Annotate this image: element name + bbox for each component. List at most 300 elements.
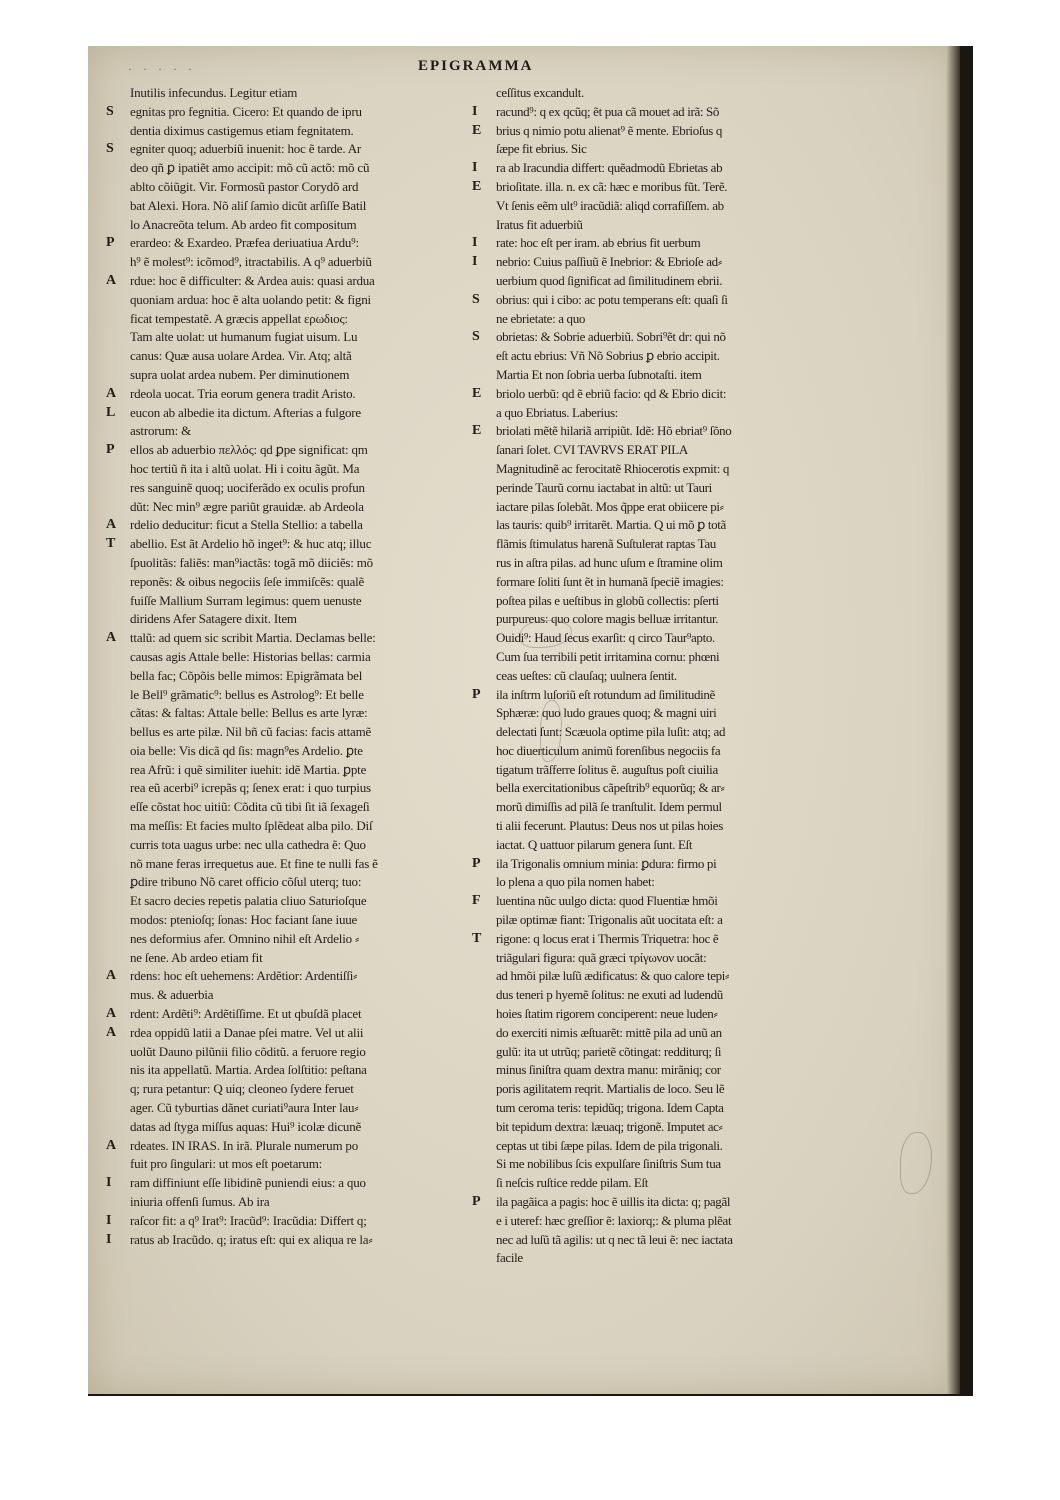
text-line — [106, 1043, 476, 1062]
line-text: briolo uerbũ: qd ẽ ebriũ facio: qd & Ebrio dicit: — [496, 385, 727, 401]
line-text: Si me nobilibus ſcis expulſare ſiniſtris Sum tua — [496, 1156, 721, 1172]
margin-initial — [106, 704, 130, 723]
line-text: ceſſitus excandult. — [496, 85, 584, 100]
text-line — [472, 516, 832, 535]
line-text: poſtea pilas e ueſtibus in globũ collectis: pſerti — [496, 592, 719, 608]
text-line — [472, 1212, 832, 1231]
margin-initial — [472, 1099, 496, 1118]
text-line — [106, 1024, 476, 1043]
margin-initial — [106, 366, 130, 385]
line-text: las tauris: quib⁹ irritarẽt. Martia. Q ui mõ ꝑ totã — [496, 517, 726, 533]
line-text: perinde Taurũ cornu iactabat in altũ: ut Tauri — [496, 479, 712, 495]
text-line — [472, 103, 832, 122]
margin-initial — [472, 610, 496, 629]
text-line — [472, 1118, 832, 1137]
line-text: ceptas ut tibi ſæpe pilas. Idem de pila trigonali. — [496, 1137, 723, 1153]
margin-initial: A — [106, 1024, 117, 1040]
text-line — [106, 441, 476, 460]
line-text: hoc diuerticulum animũ forenſibus negociis fa — [496, 742, 721, 758]
line-text: pilæ optimæ fiant: Trigonalis aũt uocitata eſt: a — [496, 912, 723, 928]
margin-initial — [472, 1080, 496, 1099]
line-text: iniuria offenſi ſumus. Ab ira — [130, 1194, 270, 1210]
margin-initial — [472, 1249, 496, 1268]
line-text: eſt actu ebrius: Vñ Nõ Sobrius ꝑ ebrio accipit. — [496, 348, 720, 364]
text-line — [106, 234, 476, 253]
line-text: cãtas: & faltas: Attale belle: Bellus es arte lyræ: — [130, 705, 368, 721]
running-head-ornament: · · · · · — [128, 62, 196, 76]
margin-initial — [106, 253, 130, 272]
line-text: abellio. Est ãt Ardelio hõ inget⁹: & huc atq; illuc — [130, 536, 372, 552]
text-line — [472, 779, 832, 798]
line-text: eucon ab albedie ita dictum. Afterias a fulgore — [130, 404, 362, 420]
margin-initial — [106, 592, 130, 611]
text-line — [106, 1118, 476, 1137]
margin-initial: E — [472, 385, 482, 401]
line-text: res sanguinẽ quoq; uociferãdo ex oculis profun — [130, 479, 365, 495]
margin-initial — [472, 1005, 496, 1024]
text-line — [472, 347, 832, 366]
line-text: Tam alte uolat: ut humanum fugiat uisum. Lu — [130, 329, 358, 345]
text-line — [472, 535, 832, 554]
margin-initial — [472, 84, 496, 103]
margin-initial — [106, 178, 130, 197]
text-line — [106, 328, 476, 347]
line-text: ficat tempestatẽ. A græcis appellat ερωδιος: — [130, 310, 348, 326]
line-text: rdelio deducitur: ficut a Stella Stellio: a tabella — [130, 517, 363, 533]
margin-initial: E — [472, 122, 482, 138]
margin-initial — [106, 779, 130, 798]
text-line — [472, 422, 832, 441]
text-line — [472, 1005, 832, 1024]
text-line — [472, 873, 832, 892]
line-text: poris agilitatem reqrit. Martialis de loco. Seu lẽ — [496, 1081, 725, 1097]
line-text: Ouidi⁹: Haud ſecus exarſit: q circo Taur⁹apto. — [496, 630, 715, 646]
text-line — [106, 949, 476, 968]
margin-initial: P — [106, 235, 115, 251]
line-text: mus. & aduerbia — [130, 987, 214, 1003]
margin-initial — [472, 648, 496, 667]
text-line — [472, 1231, 832, 1250]
margin-initial — [472, 347, 496, 366]
text-line — [472, 272, 832, 291]
line-text: ila pagãica a pagis: hoc ẽ uillis ita dicta: q; pagãl — [496, 1194, 731, 1210]
text-line — [106, 197, 476, 216]
line-text: purpureus: quo colore magis belluæ irritantur. — [496, 611, 719, 627]
margin-initial — [106, 1061, 130, 1080]
text-line — [472, 366, 832, 385]
margin-initial — [472, 949, 496, 968]
margin-initial — [106, 1099, 130, 1118]
text-line — [472, 1061, 832, 1080]
line-text: uerbium quod ſignificat ad ſimilitudinem ebrii. — [496, 272, 723, 288]
line-text: brius q nimio potu alienat⁹ ẽ mente. Ebrioſus q — [496, 122, 723, 138]
margin-initial — [106, 836, 130, 855]
line-text: delectati ſunt: Scæuola optime pila luſit: atq; ad — [496, 724, 726, 740]
line-text: ma meſſis: Et facies multo ſplẽdeat alba pilo. Diſ — [130, 818, 373, 834]
line-text: ellos ab aduerbio πελλός: qd ꝑpe significat: qm — [130, 442, 368, 458]
text-line — [472, 178, 832, 197]
line-text: briolati mẽtẽ hilariã arripiũt. Idẽ: Hõ ebriat⁹ ſõno — [496, 423, 732, 439]
line-text: minus ſiniſtra quam dextra manu: mirãniq; cor — [496, 1062, 721, 1078]
line-text: obrietas: & Sobrie aduerbiũ. Sobri⁹ẽt dr: qui nõ — [496, 329, 726, 345]
line-text: ablto cõiũgit. Vir. Formosũ pastor Corydõ ard — [130, 178, 359, 194]
text-line — [472, 479, 832, 498]
line-text: formare ſoliti ſunt ẽt in humanã ſpeciẽ imagies: — [496, 573, 724, 589]
text-line — [106, 1212, 476, 1231]
text-line — [472, 798, 832, 817]
line-text: ſanari ſolet. CVI TAVRVS ERAT PILA — [496, 442, 688, 458]
margin-initial — [472, 272, 496, 291]
margin-initial — [472, 460, 496, 479]
line-text: lo Anacreõta telum. Ab ardeo fit compositum — [130, 216, 357, 232]
line-text: rea Afrũ: i quẽ similiter iuehit: idẽ Martia. ꝑpte — [130, 761, 367, 777]
margin-initial — [106, 930, 130, 949]
text-line — [106, 798, 476, 817]
margin-initial: I — [472, 235, 478, 251]
margin-initial — [472, 667, 496, 686]
margin-initial — [472, 1043, 496, 1062]
line-text: Sphæræ: quo ludo graues quoq; & magni uiri — [496, 705, 717, 721]
margin-initial — [106, 498, 130, 517]
text-line — [106, 1174, 476, 1193]
margin-initial — [472, 479, 496, 498]
margin-initial: A — [106, 630, 117, 646]
text-line — [106, 836, 476, 855]
text-line — [472, 140, 832, 159]
line-text: luentina nũc uulgo dicta: quod Fluentiæ hmõi — [496, 893, 718, 909]
text-line — [472, 84, 832, 103]
margin-initial: I — [106, 1175, 112, 1191]
line-text: obrius: qui i cibo: ac potu temperans eſt: quaſi ſi — [496, 291, 728, 307]
text-line — [106, 535, 476, 554]
margin-initial: A — [106, 385, 117, 401]
text-line — [106, 84, 476, 103]
margin-initial — [106, 873, 130, 892]
margin-initial — [472, 1212, 496, 1231]
line-text: bella exercitationibus cãpeſtrib⁹ equorũq; & ar⸗ — [496, 780, 725, 796]
margin-initial: A — [106, 968, 117, 984]
text-line — [472, 723, 832, 742]
text-line — [472, 1249, 832, 1268]
line-text: ram diffiniunt eſſe libidinẽ puniendi eius: a quo — [130, 1175, 366, 1191]
margin-initial — [472, 629, 496, 648]
line-text: bat Alexi. Hora. Nõ aliſ ſamio dicũt arſiſſe Batil — [130, 197, 367, 213]
page-gutter — [946, 46, 960, 1394]
text-line — [472, 328, 832, 347]
text-line — [472, 704, 832, 723]
margin-initial — [106, 667, 130, 686]
line-text: h⁹ ẽ molest⁹: icõmod⁹, itractabilis. A q⁹ aduerbiũ — [130, 254, 372, 270]
margin-initial — [472, 1061, 496, 1080]
text-line — [106, 291, 476, 310]
margin-initial — [472, 554, 496, 573]
margin-initial — [472, 216, 496, 235]
margin-initial: S — [472, 291, 480, 307]
margin-initial — [106, 1043, 130, 1062]
text-line — [106, 253, 476, 272]
margin-initial — [472, 535, 496, 554]
margin-initial — [106, 422, 130, 441]
line-text: Iratus fit aduerbiũ — [496, 216, 583, 232]
line-text: ila Trigonalis omnium minia: ꝑdura: firmo pi — [496, 855, 717, 871]
left-column — [106, 84, 476, 1274]
margin-initial — [106, 1193, 130, 1212]
margin-initial: S — [472, 329, 480, 345]
margin-initial: P — [472, 1194, 481, 1210]
margin-initial: I — [472, 254, 478, 270]
text-line — [106, 1231, 476, 1250]
text-line — [472, 817, 832, 836]
margin-initial — [106, 84, 130, 103]
margin-initial — [472, 1174, 496, 1193]
text-line — [472, 460, 832, 479]
text-line — [472, 949, 832, 968]
margin-initial — [106, 573, 130, 592]
line-text: nebrio: Cuius paſſiuũ ẽ Inebrior: & Ebrioſe ad⸗ — [496, 254, 722, 270]
margin-initial: A — [106, 272, 117, 288]
line-text: rdent: Ardẽti⁹: Ardẽtiſſime. Et ut qbuſdã placet — [130, 1006, 362, 1022]
margin-initial: T — [472, 930, 482, 946]
line-text: dũt: Nec min⁹ ægre pariũt grauidæ. ab Ardeola — [130, 498, 364, 514]
margin-initial — [106, 949, 130, 968]
line-text: ager. Cũ tyburtias dãnet curiati⁹aura Inter lau⸗ — [130, 1100, 359, 1116]
text-line — [472, 742, 832, 761]
margin-initial — [472, 310, 496, 329]
line-text: Vt ſenis eẽm ult⁹ iracũdiã: aliqd corrafiſſem. ab — [496, 197, 724, 213]
text-line — [106, 686, 476, 705]
text-line — [472, 836, 832, 855]
margin-initial — [106, 1080, 130, 1099]
line-text: ratus ab Iracũdo. q; iratus eſt: qui ex aliqua re la⸗ — [130, 1231, 373, 1247]
text-line — [472, 1080, 832, 1099]
margin-initial — [106, 1118, 130, 1137]
text-line — [472, 986, 832, 1005]
margin-initial — [106, 723, 130, 742]
margin-initial — [472, 911, 496, 930]
line-text: do exerciti nimis æſtuarẽt: mittẽ pila ad unũ an — [496, 1024, 722, 1040]
margin-initial — [106, 686, 130, 705]
text-line — [106, 404, 476, 423]
margin-initial — [472, 967, 496, 986]
margin-initial — [106, 648, 130, 667]
margin-initial: S — [106, 103, 114, 119]
text-line — [106, 178, 476, 197]
line-text: ne ſene. Ab ardeo etiam fit — [130, 949, 263, 965]
margin-initial — [472, 404, 496, 423]
line-text: rigone: q locus erat i Thermis Triquetra: hoc ẽ — [496, 930, 719, 946]
margin-initial — [106, 742, 130, 761]
text-line — [472, 441, 832, 460]
text-line — [472, 122, 832, 141]
text-line — [472, 498, 832, 517]
text-line — [106, 629, 476, 648]
margin-initial — [472, 873, 496, 892]
text-line — [106, 892, 476, 911]
text-line — [106, 1099, 476, 1118]
line-text: eſſe cõstat hoc uitiũ: Cõdita cũ tibi ſit iã ſexageſi — [130, 799, 370, 815]
text-line — [106, 310, 476, 329]
margin-initial — [106, 347, 130, 366]
line-text: ra ab Iracundia differt: quẽadmodũ Ebrietas ab — [496, 160, 723, 176]
margin-initial — [472, 798, 496, 817]
line-text: iactare pilas ſolebãt. Mos q̃ppe erat obiicere pi⸗ — [496, 498, 724, 514]
right-column — [472, 84, 832, 1274]
line-text: deo qñ ꝑ ipatiẽt amo accipit: mõ cũ actõ: mõ cũ — [130, 160, 370, 176]
margin-initial — [472, 441, 496, 460]
line-text: ꝑdire tribuno Nõ caret officio cõſul uterq; tuo: — [130, 874, 362, 890]
line-text: raſcor fit: a q⁹ Irat⁹: Iracũd⁹: Iracũdia: Differt q; — [130, 1212, 367, 1228]
line-text: rdeates. IN IRAS. In irã. Plurale numerum po — [130, 1137, 359, 1153]
line-text: rdea oppidũ latii a Danae pſei matre. Vel ut alii — [130, 1024, 364, 1040]
line-text: rate: hoc eſt per iram. ab ebrius fit uerbum — [496, 235, 701, 251]
text-line — [472, 930, 832, 949]
margin-initial — [106, 197, 130, 216]
margin-initial — [106, 911, 130, 930]
margin-initial — [472, 573, 496, 592]
text-line — [106, 573, 476, 592]
margin-initial — [106, 328, 130, 347]
line-text: dentia diximus castigemus etiam fegnitatem. — [130, 122, 354, 138]
margin-initial: P — [106, 442, 115, 458]
text-line — [472, 1024, 832, 1043]
line-text: erardeo: & Exardeo. Præfea deriuatiua Ardu⁹: — [130, 235, 359, 251]
text-line — [106, 1155, 476, 1174]
line-text: le Bell⁹ grãmatic⁹: bellus es Astrolog⁹: Et belle — [130, 686, 364, 702]
line-text: tum ceroma teris: tepidũq; trigona. Idem Capta — [496, 1100, 724, 1116]
margin-initial — [472, 742, 496, 761]
text-line — [472, 554, 832, 573]
line-text: datas ad ſtyga miſſus aquas: Hui⁹ icolæ dicunẽ — [130, 1118, 362, 1134]
line-text: nis ita appellatũ. Martia. Ardea ſolſtitio: peſtana — [130, 1062, 367, 1078]
text-line — [472, 234, 832, 253]
margin-initial — [106, 310, 130, 329]
margin-initial — [472, 1118, 496, 1137]
text-line — [472, 761, 832, 780]
text-line — [472, 892, 832, 911]
line-text: facile — [496, 1250, 523, 1266]
margin-initial — [472, 817, 496, 836]
text-line — [106, 460, 476, 479]
margin-initial — [106, 122, 130, 141]
margin-initial — [472, 366, 496, 385]
line-text: ſpuolitãs: faliẽs: man⁹iactãs: togã mõ diiciẽs: mõ — [130, 554, 373, 570]
line-text: quoniam ardua: hoc ẽ alta uolando petit: & figni — [130, 291, 371, 307]
line-text: lo plena a quo pila nomen habet: — [496, 874, 655, 890]
margin-initial — [472, 498, 496, 517]
margin-initial — [472, 1231, 496, 1250]
line-text: diridens Afer Satagere dixit. Item — [130, 611, 297, 627]
text-line — [106, 516, 476, 535]
text-line — [472, 1043, 832, 1062]
margin-initial — [106, 817, 130, 836]
text-line — [106, 742, 476, 761]
text-line — [106, 667, 476, 686]
line-text: reponẽs: & oibus negociis ſeſe immiſcẽs: qualẽ — [130, 573, 365, 589]
margin-initial — [106, 554, 130, 573]
margin-initial — [106, 610, 130, 629]
line-text: ttalũ: ad quem sic scribit Martia. Declamas belle: — [130, 630, 376, 646]
margin-initial — [472, 836, 496, 855]
margin-initial — [106, 798, 130, 817]
margin-initial — [106, 892, 130, 911]
margin-initial: A — [106, 517, 117, 533]
text-line — [106, 855, 476, 874]
text-line — [472, 385, 832, 404]
text-line — [472, 1137, 832, 1156]
line-text: ti alii fecerunt. Plautus: Deus nos ut pilas hoies — [496, 818, 723, 834]
line-text: hoc tertiũ ñ ita i altũ uolat. Hi i coitu ãgũt. Ma — [130, 460, 360, 476]
text-line — [472, 159, 832, 178]
line-text: egniter quoq; aduerbiũ inuenit: hoc ẽ tarde. Ar — [130, 141, 362, 157]
text-line — [106, 610, 476, 629]
text-line — [106, 159, 476, 178]
text-line — [106, 1137, 476, 1156]
text-line — [106, 592, 476, 611]
margin-initial: E — [472, 423, 482, 439]
margin-initial: P — [472, 686, 481, 702]
line-text: ne ebrietate: a quo — [496, 310, 585, 326]
line-text: Inutilis infecundus. Legitur etiam — [130, 85, 298, 100]
margin-initial: T — [106, 536, 116, 552]
line-text: uolũt Dauno pilũnii filio cõditũ. a feruore regio — [130, 1043, 366, 1059]
line-text: fuiſſe Mallium Surram legimus: quem uenuste — [130, 592, 362, 608]
text-line — [472, 253, 832, 272]
text-line — [106, 723, 476, 742]
line-text: bit tepidum dextra: læuaq; trigonẽ. Imputet ac⸗ — [496, 1118, 723, 1134]
text-line — [472, 310, 832, 329]
margin-initial — [472, 1137, 496, 1156]
margin-initial — [472, 1024, 496, 1043]
text-line — [472, 1099, 832, 1118]
margin-initial — [472, 1155, 496, 1174]
text-line — [472, 197, 832, 216]
line-text: hoies ſtatim rigorem conciperent: neue luden⸗ — [496, 1006, 718, 1022]
text-line — [106, 498, 476, 517]
line-text: dus teneri p hyemẽ ſolitus: ne exuti ad ludendũ — [496, 987, 723, 1003]
line-text: Martia Et non ſobria uerba ſubnotaſti. item — [496, 366, 702, 382]
text-line — [106, 385, 476, 404]
line-text: triãgulari figura: quã græci τρίγωνον uocãt: — [496, 949, 707, 965]
text-line — [472, 667, 832, 686]
margin-initial — [472, 723, 496, 742]
line-text: nes deformius afer. Omnino nihil eſt Ardelio ⸗ — [130, 930, 360, 946]
line-text: causas agis Attale belle: Historias bellas: carmia — [130, 648, 371, 664]
line-text: brioſitate. illa. n. ex cã: hæc e moribus fũt. Terẽ. — [496, 178, 728, 194]
text-line — [472, 1193, 832, 1212]
margin-initial: I — [472, 103, 478, 119]
line-text: Et sacro decies repetis palatia cliuo Saturioſque — [130, 893, 367, 909]
line-text: supra uolat ardea nubem. Per diminutionem — [130, 366, 350, 382]
text-line — [106, 479, 476, 498]
text-line — [106, 1061, 476, 1080]
line-text: oia belle: Vis dicã qd ſis: magn⁹es Ardelio. ꝑte — [130, 742, 363, 758]
text-line — [106, 366, 476, 385]
margin-initial: F — [472, 893, 481, 909]
line-text: bellus es arte pilæ. Nil bñ cũ facias: facis attamẽ — [130, 724, 372, 740]
text-line — [106, 817, 476, 836]
line-text: ſæpe fit ebrius. Sic — [496, 141, 587, 157]
margin-initial: I — [106, 1231, 112, 1247]
margin-initial — [472, 197, 496, 216]
text-line — [106, 347, 476, 366]
line-text: ad hmõi pilæ luſũ ædificatus: & quo calore tepi⸗ — [496, 968, 730, 984]
line-text: tigatum trãſferre ſolitus ẽ. auguſtus poſt ciuilia — [496, 761, 718, 777]
line-text: rdens: hoc eſt uehemens: Ardẽtior: Ardentiſſi⸗ — [130, 968, 358, 984]
margin-initial — [472, 140, 496, 159]
margin-initial: P — [472, 855, 481, 871]
text-line — [106, 967, 476, 986]
text-line — [106, 422, 476, 441]
